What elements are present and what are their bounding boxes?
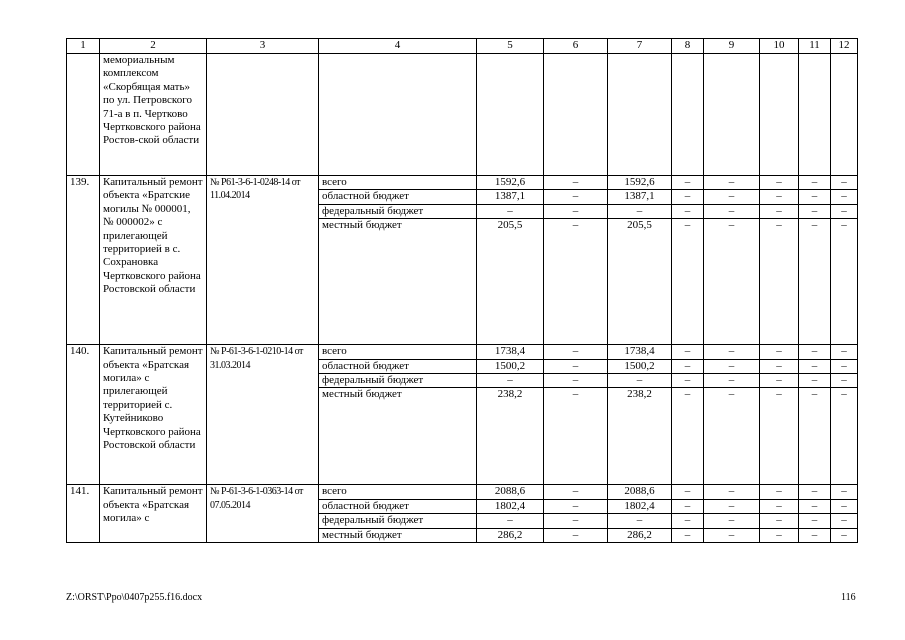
table-row: [67, 345, 858, 359]
value-c6: –: [544, 359, 608, 373]
empty-cell: [831, 54, 858, 176]
value-c6: –: [544, 388, 608, 485]
value-c7: 1802,4: [608, 499, 672, 513]
continuation-row: [67, 54, 858, 176]
value-c9: –: [704, 190, 760, 204]
value-c9: –: [704, 514, 760, 528]
object-name: мемориальным комплексом «Скорбящая мать» по ул. Петровского 71-а в п. Чертково Чертковского района Ростов-ской области: [100, 54, 207, 176]
funding-source: всего: [319, 485, 477, 499]
column-header-11: 11: [799, 39, 831, 54]
value-c6: –: [544, 219, 608, 345]
value-c11: –: [799, 190, 831, 204]
value-c7: –: [608, 374, 672, 388]
value-c5: 1387,1: [477, 190, 544, 204]
value-c10: –: [760, 345, 799, 359]
value-c5: 205,5: [477, 219, 544, 345]
empty-cell: [672, 54, 704, 176]
column-header-8: 8: [672, 39, 704, 54]
value-c9: –: [704, 374, 760, 388]
value-c12: –: [831, 388, 858, 485]
value-c11: –: [799, 485, 831, 499]
value-c7: 1592,6: [608, 176, 672, 190]
value-c8: –: [672, 359, 704, 373]
value-c8: –: [672, 176, 704, 190]
column-header-7: 7: [608, 39, 672, 54]
value-c5: 1802,4: [477, 499, 544, 513]
value-c11: –: [799, 499, 831, 513]
column-header-6: 6: [544, 39, 608, 54]
value-c5: 1500,2: [477, 359, 544, 373]
empty-cell: [799, 54, 831, 176]
value-c9: –: [704, 204, 760, 218]
funding-source: местный бюджет: [319, 219, 477, 345]
funding-source: областной бюджет: [319, 359, 477, 373]
value-c11: –: [799, 514, 831, 528]
value-c10: –: [760, 485, 799, 499]
value-c9: –: [704, 499, 760, 513]
value-c6: –: [544, 190, 608, 204]
funding-source: федеральный бюджет: [319, 514, 477, 528]
value-c6: –: [544, 374, 608, 388]
column-header-5: 5: [477, 39, 544, 54]
empty-cell: [207, 54, 319, 176]
empty-cell: [67, 54, 100, 176]
value-c8: –: [672, 485, 704, 499]
value-c10: –: [760, 176, 799, 190]
column-number-row: [67, 39, 858, 54]
record-number: 141.: [67, 485, 100, 543]
value-c12: –: [831, 499, 858, 513]
value-c9: –: [704, 359, 760, 373]
funding-source: всего: [319, 176, 477, 190]
value-c5: –: [477, 514, 544, 528]
value-c11: –: [799, 374, 831, 388]
value-c12: –: [831, 204, 858, 218]
value-c12: –: [831, 485, 858, 499]
expertise-doc-number: № Р-61-3-6-1-0210-14 от 31.03.2014: [207, 345, 319, 485]
funding-source: всего: [319, 345, 477, 359]
value-c5: –: [477, 374, 544, 388]
funding-source: федеральный бюджет: [319, 374, 477, 388]
value-c5: 1738,4: [477, 345, 544, 359]
value-c10: –: [760, 499, 799, 513]
value-c11: –: [799, 388, 831, 485]
value-c6: –: [544, 176, 608, 190]
record-number: 140.: [67, 345, 100, 485]
value-c7: 1738,4: [608, 345, 672, 359]
value-c12: –: [831, 176, 858, 190]
value-c10: –: [760, 514, 799, 528]
table-row: [67, 176, 858, 190]
value-c10: –: [760, 219, 799, 345]
column-header-3: 3: [207, 39, 319, 54]
value-c10: –: [760, 528, 799, 542]
value-c10: –: [760, 359, 799, 373]
value-c9: –: [704, 219, 760, 345]
value-c11: –: [799, 219, 831, 345]
value-c9: –: [704, 176, 760, 190]
value-c7: 1500,2: [608, 359, 672, 373]
value-c8: –: [672, 345, 704, 359]
empty-cell: [704, 54, 760, 176]
empty-cell: [608, 54, 672, 176]
value-c10: –: [760, 204, 799, 218]
object-name: Капитальный ремонт объекта «Братская могила» с прилегающей территорией с. Кутейниково Чертковского района Ростовской области: [100, 345, 207, 485]
funding-source: местный бюджет: [319, 388, 477, 485]
funding-source: федеральный бюджет: [319, 204, 477, 218]
table-body: [67, 39, 858, 543]
value-c8: –: [672, 499, 704, 513]
value-c12: –: [831, 528, 858, 542]
value-c12: –: [831, 190, 858, 204]
value-c7: 286,2: [608, 528, 672, 542]
column-header-9: 9: [704, 39, 760, 54]
funding-source: местный бюджет: [319, 528, 477, 542]
value-c12: –: [831, 374, 858, 388]
value-c6: –: [544, 345, 608, 359]
value-c8: –: [672, 219, 704, 345]
value-c7: –: [608, 204, 672, 218]
column-header-12: 12: [831, 39, 858, 54]
value-c6: –: [544, 485, 608, 499]
value-c7: –: [608, 514, 672, 528]
value-c11: –: [799, 345, 831, 359]
value-c5: –: [477, 204, 544, 218]
object-name: Капитальный ремонт объекта «Братская могила» с: [100, 485, 207, 543]
value-c6: –: [544, 528, 608, 542]
empty-cell: [760, 54, 799, 176]
expertise-doc-number: № Р-61-3-6-1-0363-14 от 07.05.2014: [207, 485, 319, 543]
budget-table: [66, 38, 858, 543]
value-c8: –: [672, 190, 704, 204]
value-c7: 1387,1: [608, 190, 672, 204]
footer-file-path: Z:\ORST\Ppo\0407p255.f16.docx: [66, 592, 203, 603]
column-header-1: 1: [67, 39, 100, 54]
value-c5: 1592,6: [477, 176, 544, 190]
value-c8: –: [672, 528, 704, 542]
value-c8: –: [672, 204, 704, 218]
value-c10: –: [760, 190, 799, 204]
value-c5: 238,2: [477, 388, 544, 485]
column-header-4: 4: [319, 39, 477, 54]
value-c11: –: [799, 176, 831, 190]
value-c7: 2088,6: [608, 485, 672, 499]
value-c10: –: [760, 388, 799, 485]
value-c6: –: [544, 514, 608, 528]
funding-source: областной бюджет: [319, 190, 477, 204]
value-c6: –: [544, 204, 608, 218]
value-c12: –: [831, 219, 858, 345]
value-c11: –: [799, 359, 831, 373]
value-c11: –: [799, 204, 831, 218]
value-c12: –: [831, 359, 858, 373]
table-row: [67, 485, 858, 499]
value-c10: –: [760, 374, 799, 388]
value-c11: –: [799, 528, 831, 542]
empty-cell: [477, 54, 544, 176]
value-c5: 2088,6: [477, 485, 544, 499]
value-c8: –: [672, 514, 704, 528]
value-c9: –: [704, 528, 760, 542]
value-c8: –: [672, 374, 704, 388]
column-header-10: 10: [760, 39, 799, 54]
funding-source: областной бюджет: [319, 499, 477, 513]
value-c9: –: [704, 388, 760, 485]
value-c9: –: [704, 485, 760, 499]
expertise-doc-number: № Р61-3-6-1-0248-14 от 11.04.2014: [207, 176, 319, 345]
value-c5: 286,2: [477, 528, 544, 542]
empty-cell: [319, 54, 477, 176]
value-c9: –: [704, 345, 760, 359]
value-c7: 205,5: [608, 219, 672, 345]
object-name: Капитальный ремонт объекта «Братские могилы № 000001, № 000002» с прилегающей территорией в с. Сохрановка Чертковского района Ростовской области: [100, 176, 207, 345]
footer-page-number: 116: [841, 592, 856, 603]
value-c6: –: [544, 499, 608, 513]
record-number: 139.: [67, 176, 100, 345]
value-c7: 238,2: [608, 388, 672, 485]
column-header-2: 2: [100, 39, 207, 54]
value-c12: –: [831, 514, 858, 528]
empty-cell: [544, 54, 608, 176]
value-c12: –: [831, 345, 858, 359]
value-c8: –: [672, 388, 704, 485]
